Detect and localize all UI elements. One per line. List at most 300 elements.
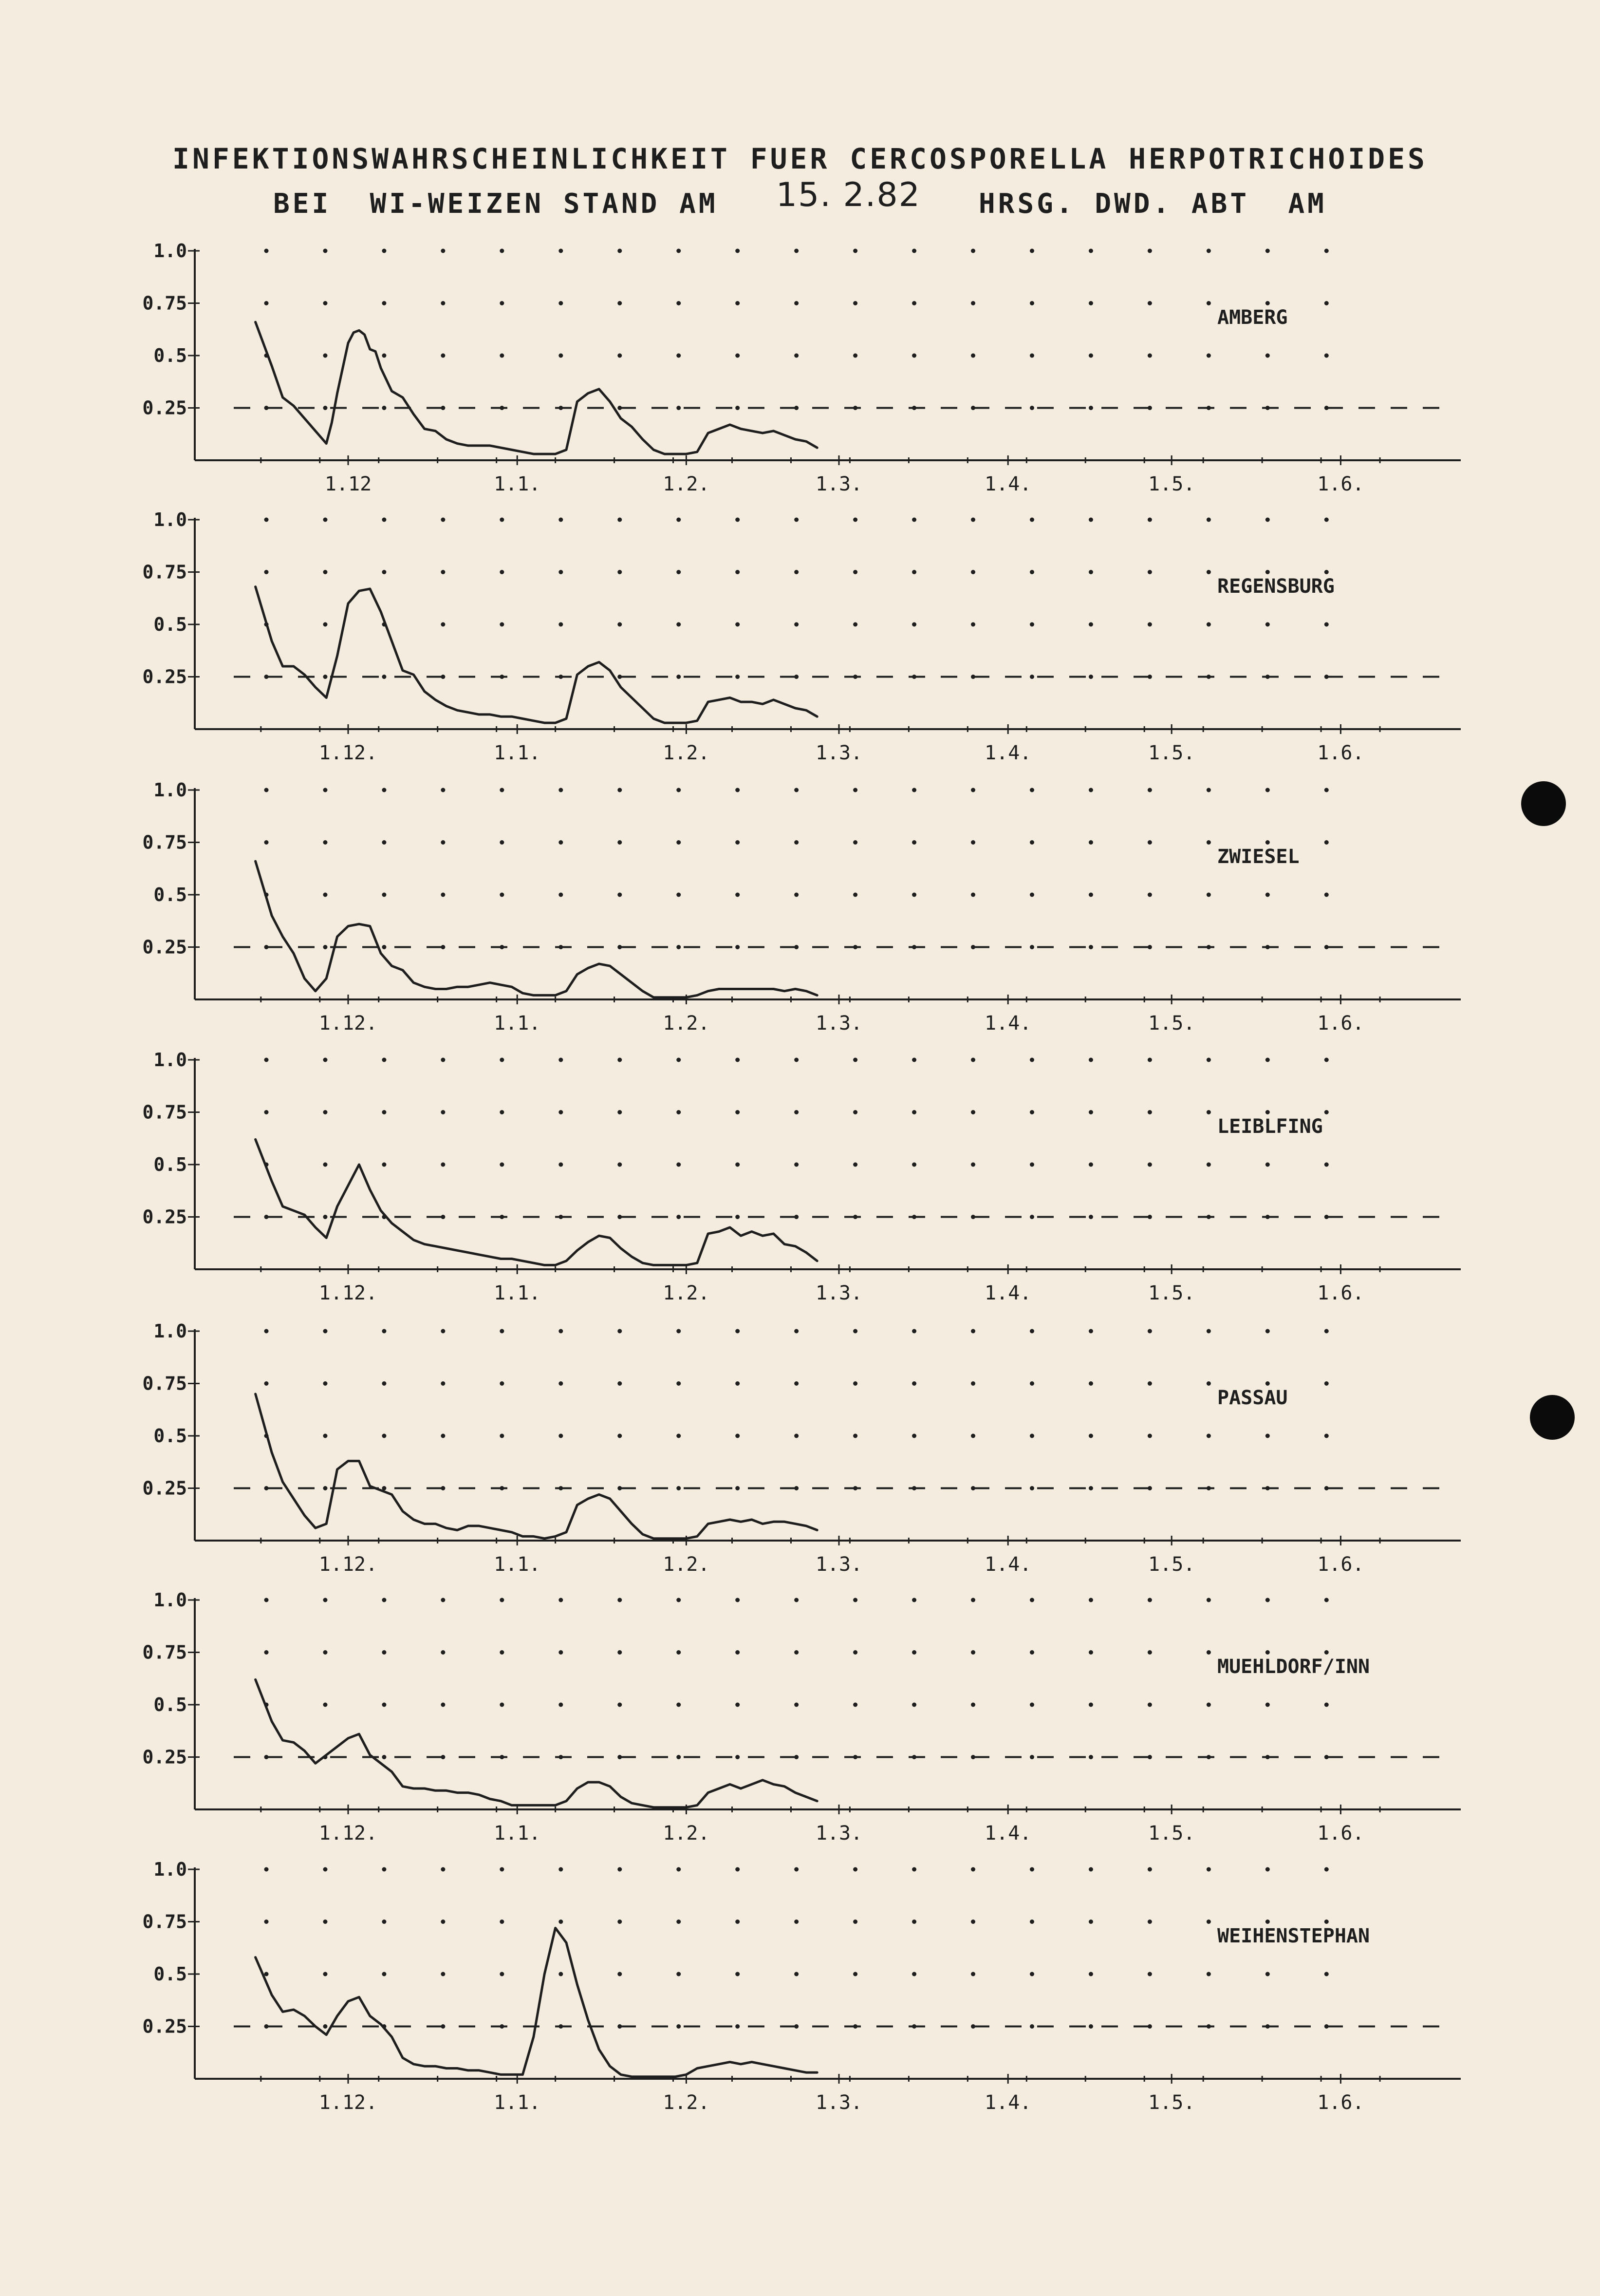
grid-dot [1207, 622, 1211, 627]
grid-dot [558, 1434, 563, 1438]
series-line [256, 861, 818, 997]
title-suffix: HRSG. DWD. ABT AM [979, 188, 1327, 220]
grid-dot [735, 675, 740, 679]
grid-dot [735, 354, 740, 358]
grid-dot [323, 675, 327, 679]
grid-dot [853, 301, 857, 305]
x-tick-label: 1.1. [494, 742, 541, 764]
grid-dot [735, 1598, 740, 1602]
grid-dot [1207, 1058, 1211, 1062]
grid-dot [676, 945, 681, 949]
grid-dot [617, 301, 622, 305]
grid-dot [558, 788, 563, 792]
grid-dot [1265, 788, 1270, 792]
grid-dot [1324, 1381, 1329, 1386]
grid-dot [1207, 1434, 1211, 1438]
grid-dot [971, 1972, 975, 1976]
grid-dot [323, 301, 327, 305]
grid-dot [735, 840, 740, 845]
grid-dot [676, 788, 681, 792]
grid-dot [676, 1163, 681, 1167]
grid-dot [794, 301, 799, 305]
grid-dot [794, 1381, 799, 1386]
grid-dot [1207, 788, 1211, 792]
grid-dot [382, 893, 386, 897]
chart-panel-leiblfing [142, 1049, 1461, 1304]
grid-dot [382, 1755, 386, 1759]
x-tick-label: 1.5. [1148, 473, 1195, 495]
grid-dot [1207, 1598, 1211, 1602]
grid-dot [971, 893, 975, 897]
grid-dot [1265, 1329, 1270, 1334]
grid-dot [676, 622, 681, 627]
y-tick-label: 0.5 [153, 884, 187, 905]
grid-dot [1030, 1486, 1034, 1490]
grid-dot [1265, 1867, 1270, 1872]
grid-dot [1030, 518, 1034, 522]
grid-dot [1089, 1920, 1093, 1924]
grid-dot [1089, 945, 1093, 949]
x-tick-label: 1.3. [815, 1553, 863, 1576]
grid-dot [1030, 1381, 1034, 1386]
grid-dot [971, 1163, 975, 1167]
grid-dot [441, 249, 445, 253]
x-tick-label: 1.4. [985, 1553, 1032, 1576]
grid-dot [558, 249, 563, 253]
grid-dot [676, 1972, 681, 1976]
grid-dot [1207, 1920, 1211, 1924]
grid-dot [971, 840, 975, 845]
y-tick-label: 0.25 [142, 397, 187, 419]
grid-dot [794, 1920, 799, 1924]
grid-dot [971, 354, 975, 358]
y-tick-label: 0.75 [142, 1641, 187, 1663]
grid-dot [1148, 1381, 1152, 1386]
x-tick-label: 1.6. [1317, 1822, 1364, 1844]
grid-dot [558, 1163, 563, 1167]
grid-dot [1089, 570, 1093, 574]
grid-dot [1265, 622, 1270, 627]
grid-dot [971, 249, 975, 253]
grid-dot [323, 1163, 327, 1167]
grid-dot [676, 1110, 681, 1114]
grid-dot [1148, 1058, 1152, 1062]
grid-dot [1089, 622, 1093, 627]
grid-dot [323, 406, 327, 410]
x-tick-label: 1.12. [318, 1822, 378, 1844]
grid-dot [1030, 622, 1034, 627]
y-tick-label: 1.0 [153, 779, 187, 801]
chart-panel-passau [142, 1320, 1461, 1576]
grid-dot [676, 518, 681, 522]
x-tick-label: 1.5. [1148, 1822, 1195, 1844]
grid-dot [323, 2024, 327, 2029]
grid-dot [1324, 249, 1329, 253]
grid-dot [794, 1867, 799, 1872]
grid-dot [735, 893, 740, 897]
grid-dot [382, 1058, 386, 1062]
grid-dot [1089, 249, 1093, 253]
grid-dot [853, 354, 857, 358]
grid-dot [912, 1381, 916, 1386]
grid-dot [853, 1867, 857, 1872]
x-tick-label: 1.3. [815, 1282, 863, 1304]
grid-dot [558, 354, 563, 358]
x-tick-label: 1.6. [1317, 1282, 1364, 1304]
grid-dot [1265, 1381, 1270, 1386]
grid-dot [441, 1058, 445, 1062]
grid-dot [617, 1650, 622, 1655]
grid-dot [1207, 1163, 1211, 1167]
grid-dot [1148, 1650, 1152, 1655]
grid-dot [382, 1434, 386, 1438]
grid-dot [794, 1110, 799, 1114]
grid-dot [323, 893, 327, 897]
handwritten-date: 15. 2.82 [776, 176, 921, 214]
grid-dot [264, 1329, 269, 1334]
grid-dot [912, 570, 916, 574]
grid-dot [382, 945, 386, 949]
x-tick-label: 1.2. [663, 473, 710, 495]
grid-dot [558, 893, 563, 897]
grid-dot [323, 1215, 327, 1219]
grid-dot [1089, 1329, 1093, 1334]
station-label: PASSAU [1217, 1387, 1288, 1409]
grid-dot [1265, 1110, 1270, 1114]
grid-dot [912, 788, 916, 792]
series-line [256, 1928, 818, 2076]
grid-dot [323, 1110, 327, 1114]
grid-dot [1148, 1598, 1152, 1602]
grid-dot [558, 1598, 563, 1602]
grid-dot [676, 354, 681, 358]
x-tick-label: 1.5. [1148, 1282, 1195, 1304]
grid-dot [441, 1163, 445, 1167]
grid-dot [853, 1972, 857, 1976]
grid-dot [1148, 840, 1152, 845]
grid-dot [617, 893, 622, 897]
grid-dot [382, 675, 386, 679]
grid-dot [1089, 406, 1093, 410]
grid-dot [912, 249, 916, 253]
grid-dot [500, 518, 504, 522]
grid-dot [1148, 570, 1152, 574]
grid-dot [676, 1215, 681, 1219]
grid-dot [617, 1381, 622, 1386]
x-tick-label: 1.2. [663, 1282, 710, 1304]
grid-dot [912, 1972, 916, 1976]
grid-dot [1089, 1163, 1093, 1167]
grid-dot [794, 840, 799, 845]
grid-dot [735, 570, 740, 574]
station-label: REGENSBURG [1217, 575, 1335, 598]
grid-dot [617, 570, 622, 574]
grid-dot [382, 1703, 386, 1707]
grid-dot [912, 301, 916, 305]
grid-dot [735, 1110, 740, 1114]
grid-dot [264, 518, 269, 522]
grid-dot [500, 354, 504, 358]
grid-dot [1207, 1703, 1211, 1707]
grid-dot [323, 622, 327, 627]
x-tick-label: 1.3. [815, 1012, 863, 1035]
y-tick-label: 0.25 [142, 1746, 187, 1768]
grid-dot [1089, 1110, 1093, 1114]
grid-dot [676, 1598, 681, 1602]
grid-dot [382, 1329, 386, 1334]
grid-dot [1207, 354, 1211, 358]
grid-dot [382, 406, 386, 410]
grid-dot [1089, 1650, 1093, 1655]
grid-dot [1265, 249, 1270, 253]
grid-dot [382, 840, 386, 845]
grid-dot [971, 1329, 975, 1334]
station-label: WEIHENSTEPHAN [1217, 1925, 1370, 1947]
grid-dot [617, 1920, 622, 1924]
grid-dot [853, 1058, 857, 1062]
grid-dot [558, 1381, 563, 1386]
grid-dot [971, 518, 975, 522]
grid-dot [912, 1163, 916, 1167]
grid-dot [441, 1329, 445, 1334]
x-tick-label: 1.2. [663, 742, 710, 764]
grid-dot [323, 840, 327, 845]
grid-dot [1089, 301, 1093, 305]
grid-dot [971, 1703, 975, 1707]
grid-dot [1030, 945, 1034, 949]
series-line [256, 587, 818, 723]
grid-dot [323, 945, 327, 949]
grid-dot [1089, 354, 1093, 358]
y-tick-label: 0.25 [142, 1206, 187, 1228]
y-tick-label: 0.25 [142, 1477, 187, 1499]
x-tick-label: 1.1. [494, 1282, 541, 1304]
grid-dot [1030, 1867, 1034, 1872]
grid-dot [441, 1920, 445, 1924]
grid-dot [323, 1650, 327, 1655]
grid-dot [794, 1058, 799, 1062]
grid-dot [1265, 1598, 1270, 1602]
grid-dot [971, 1381, 975, 1386]
y-tick-label: 0.75 [142, 1373, 187, 1394]
y-tick-label: 1.0 [153, 509, 187, 530]
grid-dot [558, 518, 563, 522]
grid-dot [617, 518, 622, 522]
y-tick-label: 0.5 [153, 1963, 187, 1985]
grid-dot [500, 788, 504, 792]
grid-dot [1265, 570, 1270, 574]
grid-dot [971, 1058, 975, 1062]
x-tick-label: 1.6. [1317, 2091, 1364, 2114]
grid-dot [1148, 1434, 1152, 1438]
grid-dot [323, 1381, 327, 1386]
grid-dot [912, 354, 916, 358]
grid-dot [971, 1598, 975, 1602]
grid-dot [617, 1163, 622, 1167]
grid-dot [1089, 1215, 1093, 1219]
series-line [256, 322, 818, 454]
grid-dot [735, 1972, 740, 1976]
x-tick-label: 1.6. [1317, 1553, 1364, 1576]
grid-dot [382, 788, 386, 792]
grid-dot [558, 1650, 563, 1655]
x-tick-label: 1.4. [985, 1822, 1032, 1844]
grid-dot [500, 1650, 504, 1655]
grid-dot [1265, 1972, 1270, 1976]
grid-dot [1148, 788, 1152, 792]
grid-dot [1030, 1329, 1034, 1334]
x-tick-label: 1.12. [318, 1553, 378, 1576]
grid-dot [853, 249, 857, 253]
grid-dot [735, 406, 740, 410]
grid-dot [323, 1434, 327, 1438]
grid-dot [794, 893, 799, 897]
grid-dot [1207, 1650, 1211, 1655]
grid-dot [735, 622, 740, 627]
grid-dot [1089, 1867, 1093, 1872]
grid-dot [382, 1110, 386, 1114]
grid-dot [853, 1163, 857, 1167]
grid-dot [558, 301, 563, 305]
grid-dot [1148, 1329, 1152, 1334]
grid-dot [382, 1867, 386, 1872]
grid-dot [971, 1867, 975, 1872]
grid-dot [617, 1329, 622, 1334]
x-tick-label: 1.12. [318, 742, 378, 764]
grid-dot [1207, 301, 1211, 305]
grid-dot [1148, 1867, 1152, 1872]
grid-dot [794, 1329, 799, 1334]
grid-dot [1030, 249, 1034, 253]
grid-dot [558, 1703, 563, 1707]
grid-dot [1089, 675, 1093, 679]
grid-dot [441, 622, 445, 627]
grid-dot [912, 1434, 916, 1438]
grid-dot [735, 1215, 740, 1219]
x-tick-label: 1.5. [1148, 742, 1195, 764]
grid-dot [735, 1755, 740, 1759]
grid-dot [617, 1110, 622, 1114]
y-tick-label: 0.25 [142, 936, 187, 958]
grid-dot [1089, 788, 1093, 792]
grid-dot [441, 1867, 445, 1872]
x-tick-label: 1.1. [494, 2091, 541, 2114]
grid-dot [971, 1434, 975, 1438]
grid-dot [264, 1867, 269, 1872]
y-tick-label: 0.75 [142, 292, 187, 314]
grid-dot [676, 1434, 681, 1438]
grid-dot [1207, 1329, 1211, 1334]
x-tick-label: 1.3. [815, 2091, 863, 2114]
grid-dot [264, 840, 269, 845]
grid-dot [912, 1650, 916, 1655]
grid-dot [500, 301, 504, 305]
chart-panel-muehldorfinn [142, 1589, 1461, 1844]
grid-dot [1324, 1920, 1329, 1924]
grid-dot [1030, 788, 1034, 792]
grid-dot [853, 1650, 857, 1655]
grid-dot [500, 840, 504, 845]
grid-dot [1148, 1163, 1152, 1167]
grid-dot [676, 675, 681, 679]
grid-dot [676, 840, 681, 845]
grid-dot [1030, 893, 1034, 897]
grid-dot [323, 1867, 327, 1872]
grid-dot [1030, 1215, 1034, 1219]
grid-dot [264, 1058, 269, 1062]
grid-dot [382, 1920, 386, 1924]
grid-dot [1324, 1650, 1329, 1655]
x-tick-label: 1.4. [985, 1282, 1032, 1304]
grid-dot [1148, 893, 1152, 897]
grid-dot [500, 1434, 504, 1438]
chart-panel-amberg [142, 240, 1461, 495]
grid-dot [558, 1920, 563, 1924]
station-label: MUEHLDORF/INN [1217, 1656, 1370, 1678]
grid-dot [500, 1598, 504, 1602]
grid-dot [1207, 518, 1211, 522]
grid-dot [1324, 622, 1329, 627]
grid-dot [735, 1920, 740, 1924]
grid-dot [735, 1163, 740, 1167]
grid-dot [971, 1650, 975, 1655]
grid-dot [853, 788, 857, 792]
grid-dot [382, 518, 386, 522]
grid-dot [971, 788, 975, 792]
grid-dot [1030, 1110, 1034, 1114]
grid-dot [1089, 1058, 1093, 1062]
grid-dot [1265, 1434, 1270, 1438]
grid-dot [1089, 518, 1093, 522]
grid-dot [735, 1867, 740, 1872]
x-tick-label: 1.1. [494, 1012, 541, 1035]
grid-dot [853, 1110, 857, 1114]
grid-dot [1324, 788, 1329, 792]
grid-dot [1324, 354, 1329, 358]
grid-dot [794, 1598, 799, 1602]
grid-dot [1324, 1329, 1329, 1334]
grid-dot [617, 1703, 622, 1707]
grid-dot [1089, 1598, 1093, 1602]
grid-dot [441, 301, 445, 305]
grid-dot [617, 622, 622, 627]
grid-dot [794, 1972, 799, 1976]
grid-dot [853, 1703, 857, 1707]
x-tick-label: 1.5. [1148, 1553, 1195, 1576]
grid-dot [1030, 1972, 1034, 1976]
grid-dot [1324, 840, 1329, 845]
grid-dot [1030, 1755, 1034, 1759]
grid-dot [676, 1381, 681, 1386]
grid-dot [735, 518, 740, 522]
grid-dot [1030, 840, 1034, 845]
grid-dot [971, 622, 975, 627]
grid-dot [794, 788, 799, 792]
grid-dot [1030, 1163, 1034, 1167]
grid-dot [912, 1058, 916, 1062]
grid-dot [1265, 840, 1270, 845]
y-tick-label: 1.0 [153, 1049, 187, 1071]
x-tick-label: 1.3. [815, 473, 863, 495]
grid-dot [323, 249, 327, 253]
x-tick-label: 1.3. [815, 1822, 863, 1844]
x-tick-label: 1.4. [985, 2091, 1032, 2114]
x-tick-label: 1.4. [985, 1012, 1032, 1035]
grid-dot [264, 1598, 269, 1602]
grid-dot [1265, 301, 1270, 305]
grid-dot [1148, 1972, 1152, 1976]
y-tick-label: 0.5 [153, 1154, 187, 1175]
